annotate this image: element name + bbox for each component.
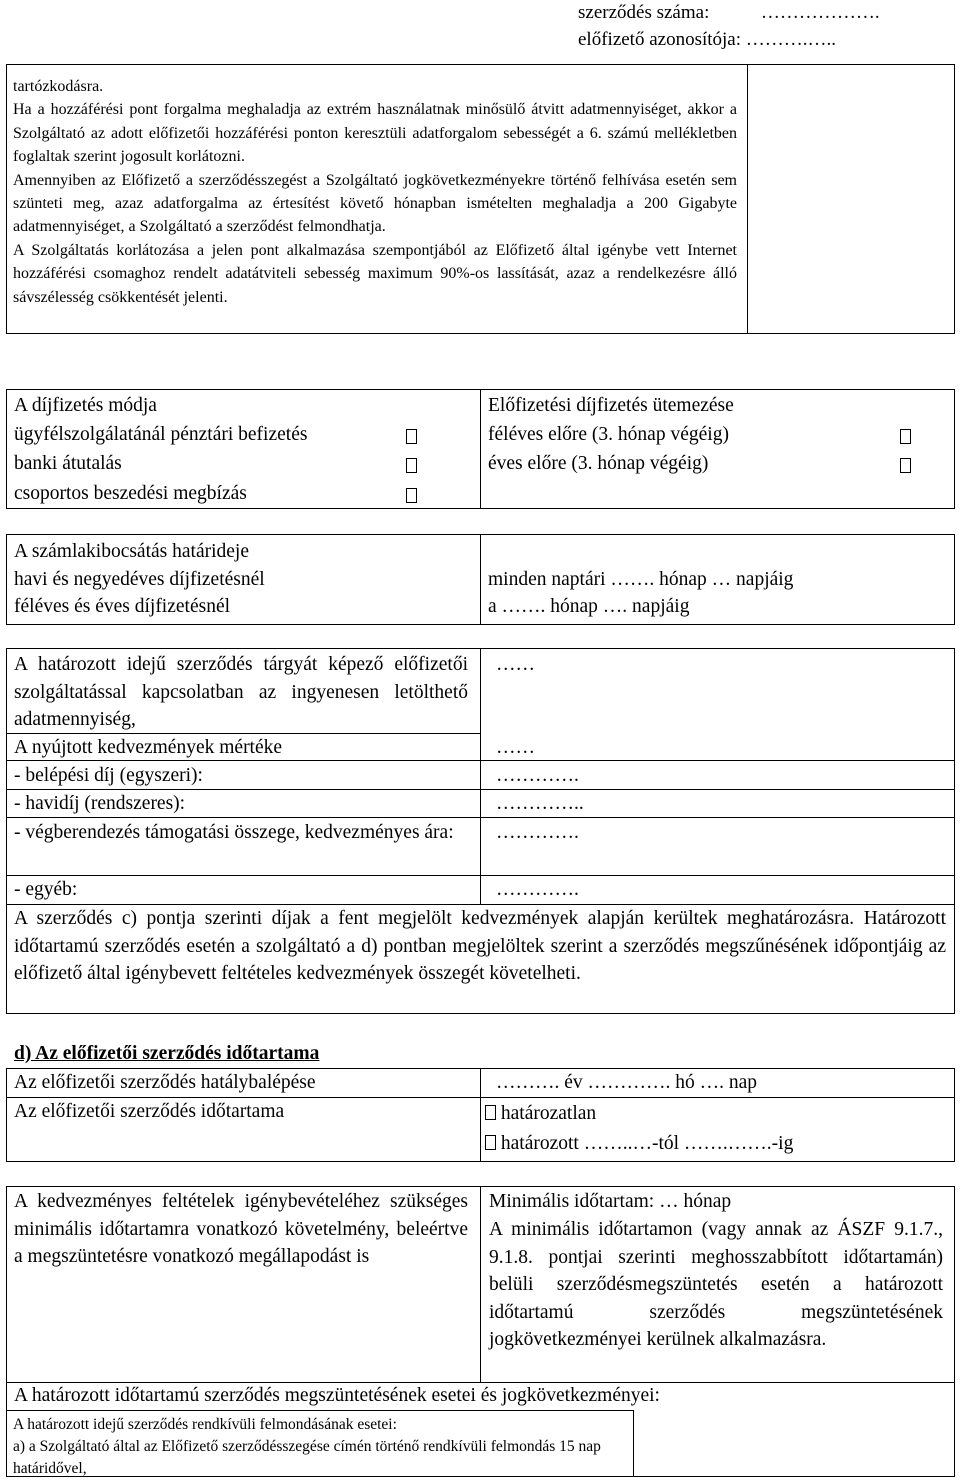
top-paragraph-2: Ha a hozzáférési pont forgalma meghaladja az extrém használatnak minősülő átvitt adatmennyiséget, akkor a Szolgáltató az adott előfizetői hozzáférési ponton keresztüli adatforgalom sebességét a 6. számú mellékletben foglaltak szerint jogosult korlátozni. [13,101,737,166]
entry-fee-label: - belépési díj (egyszeri): [14,765,203,786]
subscriber-id-label: előfizető azonosítója: [578,29,742,50]
invoice-row2-label: féléves és éves díjfizetésnél [14,596,231,617]
termination-cases-box [7,1410,634,1476]
monthly-fee-label: - havidíj (rendszeres): [14,793,186,814]
invoice-row2-value[interactable]: a ……. hónap …. napjáig [488,596,690,617]
contract-number-value[interactable]: ………………. [760,2,880,23]
checkbox-icon[interactable] [485,1135,496,1150]
term-indefinite-option[interactable]: határozatlan [485,1100,596,1128]
device-subsidy-label: - végberendezés támogatási összege, kedvezményes ára: [14,822,454,843]
subscriber-id [578,29,836,51]
minimum-term-requirement: A kedvezményes feltételek igénybevételéhez szükséges minimális időtartamra vonatkozó követelmény, beleértve a megszüntetésre vonatkozó megállapodást is [14,1191,468,1267]
termination-subtitle: A határozott idejű szerződés rendkívüli felmondásának esetei: [13,1416,397,1433]
discount-note: A szerződés c) pontja szerinti díjak a fent megjelölt kedvezmények alapján kerültek meghatározásra. Határozott időtartamú szerződés esetén a szolgáltató a d) pontban megjelöltek szerint a szerződés megszűnésének időpontjáig az előfizető által igénybevett feltételes kedvezmények összegét követelheti. [14,908,946,984]
other-discount-label: - egyéb: [14,879,78,900]
duration-section-title: d) Az előfizetői szerződés időtartama [14,1043,320,1064]
minimum-term-value[interactable]: Minimális időtartam: … hónap [489,1191,732,1212]
payment-method-direct-debit[interactable]: csoportos beszedési megbízás [14,483,247,504]
schedule-semiannual[interactable]: féléves előre (3. hónap végéig) [488,424,729,445]
other-discount-value[interactable]: …………. [496,879,579,900]
top-paragraph-3: Amennyiben az Előfizető a szerződésszegést a Szolgáltató jogkövetkezményekre történő felhívása esetén sem szünteti meg, azaz adatforgalma az értesítést követő hónapban ismételten meghaladja a 200 Gigabyte adatmennyiséget, a Szolgáltató a szerződést felmondhatja. [13,171,737,236]
termination-item-a: a) a Szolgáltató által az Előfizető szerződésszegése címén történő rendkívüli felmondás 15 nap határidővel, [13,1438,601,1477]
minimum-term-table [6,1186,955,1477]
subscriber-id-value[interactable]: ……….….. [745,29,837,50]
device-subsidy-value[interactable]: …………. [496,822,579,843]
termination-title: A határozott időtartamú szerződés megszüntetésének esetei és jogkövetkezményei: [14,1385,660,1406]
top-text-box [6,64,955,334]
payment-table [6,389,955,509]
minimum-term-description: A minimális időtartamon (vagy annak az ÁSZF 9.1.7., 9.1.8. pontjai szerinti meghosszabbított időtartamán) belüli szerződésmegszüntetés esetén a határozott időtartamú szerződés megszüntetésének jogkövetkezményei kerülnek alkalmazásra. [489,1219,943,1350]
checkbox-icon[interactable] [900,458,911,473]
schedule-annual[interactable]: éves előre (3. hónap végéig) [488,453,709,474]
top-paragraph-4: A Szolgáltatás korlátozása a jelen pont alkalmazása szempontjából az Előfizető által igénybe vett Internet hozzáférési csomaghoz rendelt adatátviteli sebesség maximum 90%-os lassítását, azaz a rendelkezésre álló sávszélesség csökkentését jelenti. [13,241,737,306]
payment-method-transfer[interactable]: banki átutalás [14,453,122,474]
invoice-row1-label: havi és negyedéves díjfizetésnél [14,569,265,590]
free-data-value[interactable]: …… [496,654,535,675]
checkbox-icon[interactable] [406,429,417,444]
term-label: Az előfizetői szerződés időtartama [14,1101,285,1122]
checkbox-icon[interactable] [406,488,417,503]
top-paragraph-1: tartózkodásra. [13,78,104,95]
payment-schedule-title: Előfizetési díjfizetés ütemezése [488,395,734,416]
checkbox-icon[interactable] [900,429,911,444]
term-definite-option[interactable]: határozott ……..…-tól …….…….-ig [485,1130,793,1158]
contract-number-label: szerződés száma: [578,2,710,23]
discounts-table [6,648,955,1014]
discount-extent-value[interactable]: …… [496,737,535,758]
checkbox-icon[interactable] [485,1105,496,1120]
payment-method-title: A díjfizetés módja [14,395,157,416]
monthly-fee-value[interactable]: ………….. [496,793,584,814]
entry-fee-value[interactable]: …………. [496,765,579,786]
free-data-label: A határozott idejű szerződés tárgyát képező előfizetői szolgáltatással kapcsolatban az ingyenesen letölthető adatmennyiség, [14,654,468,730]
duration-table [6,1068,955,1162]
contract-number [578,2,880,24]
checkbox-icon[interactable] [406,458,417,473]
invoice-deadline-table [6,534,955,625]
discount-extent-label: A nyújtott kedvezmények mértéke [14,737,283,758]
invoice-row1-value[interactable]: minden naptári ……. hónap … napjáig [488,569,794,590]
effective-date-value[interactable]: ………. év …………. hó …. nap [496,1072,758,1093]
payment-method-cash[interactable]: ügyfélszolgálatánál pénztári befizetés [14,424,308,445]
effective-date-label: Az előfizetői szerződés hatálybalépése [14,1072,316,1093]
invoice-title: A számlakibocsátás határideje [14,541,249,562]
